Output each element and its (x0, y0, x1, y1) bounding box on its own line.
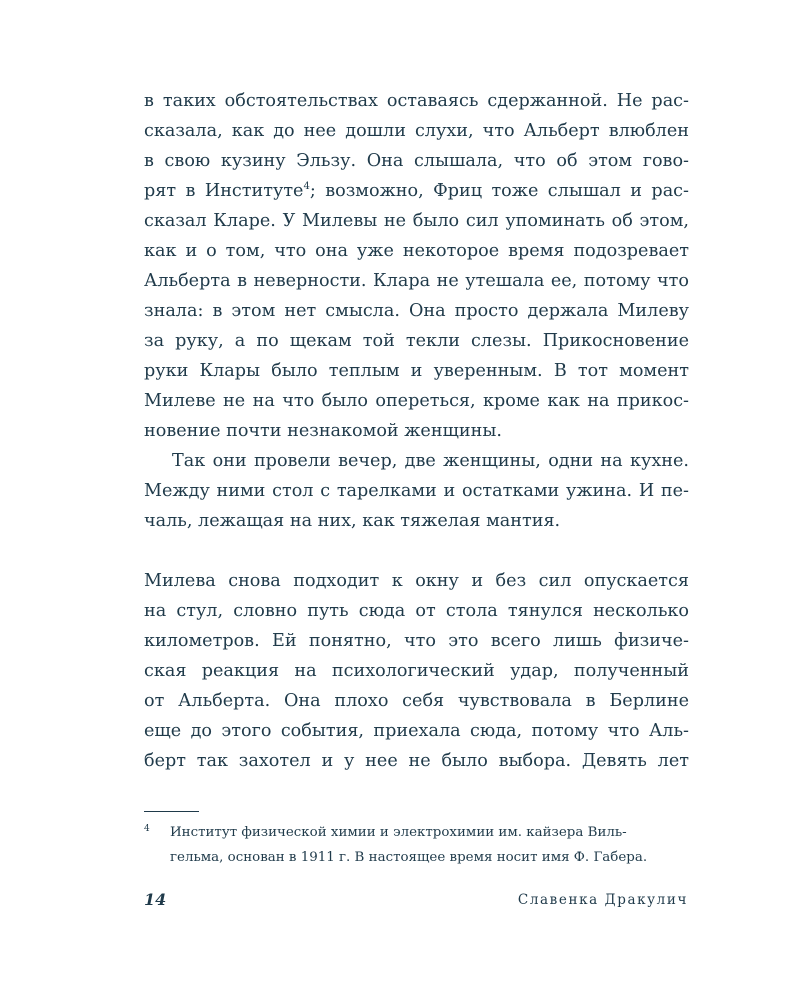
text-line: Милева снова подходит к окну и без сил опускается (144, 571, 689, 591)
footnote-number: 4 (144, 824, 150, 834)
footnote-rule (144, 811, 199, 812)
footnote-line (144, 820, 689, 845)
text-segment: рят в Институте (144, 181, 304, 201)
text-line: на стул, словно путь сюда от стола тянулся несколько (144, 601, 689, 621)
text-line: Между ними стол с тарелками и остатками ужина. И пе- (144, 481, 689, 501)
text-line: как и о том, что она уже некоторое время подозревает (144, 241, 689, 261)
text-line: чаль, лежащая на них, как тяжелая мантия. (144, 511, 561, 531)
page-number: 14 (144, 890, 167, 909)
text-line: в свою кузину Эльзу. Она слышала, что об этом гово- (144, 151, 689, 171)
text-line: Так они провели вечер, две женщины, одни на кухне. (172, 451, 689, 471)
running-head-author: Славенка Дракулич (517, 892, 688, 908)
footnote-text: гельма, основан в 1911 г. В настоящее время носит имя Ф. Габера. (170, 850, 648, 865)
text-line: сказала, как до нее дошли слухи, что Альберт влюблен (144, 121, 689, 141)
footnote-line (144, 845, 689, 870)
text-line: сказал Кларе. У Милевы не было сил упоминать об этом, (144, 211, 689, 231)
footnote-text: Институт физической химии и электрохимии им. кайзера Виль- (170, 825, 627, 840)
section-break (144, 536, 689, 566)
paragraph (144, 446, 689, 536)
paragraph (144, 86, 689, 446)
text-line: еще до этого события, приехала сюда, потому что Аль- (144, 721, 689, 741)
footnote-ref[interactable]: 4 (303, 181, 310, 193)
text-line: километров. Ей понятно, что это всего лишь физиче- (144, 631, 689, 651)
text-line: ская реакция на психологический удар, полученный (144, 661, 689, 681)
text-segment: ; возможно, Фриц тоже слышал и рас- (309, 181, 689, 201)
paragraph (144, 566, 689, 776)
text-line: новение почти незнакомой женщины. (144, 421, 502, 441)
text-line: руки Клары было теплым и уверенным. В тот момент (144, 361, 689, 381)
body-text (144, 86, 689, 776)
text-line: берт так захотел и у нее не было выбора. Девять лет (144, 751, 689, 771)
text-line: знала: в этом нет смысла. Она просто держала Милеву (144, 301, 689, 321)
text-line: от Альберта. Она плохо себя чувствовала в Берлине (144, 691, 689, 711)
text-line: Милеве не на что было опереться, кроме как на прикос- (144, 391, 689, 411)
text-line: Альберта в неверности. Клара не утешала ее, потому что (144, 271, 689, 291)
footnote (144, 820, 689, 870)
text-line: за руку, а по щекам той текли слезы. Прикосновение (144, 331, 689, 351)
text-line: в таких обстоятельствах оставаясь сдержанной. Не рас- (144, 91, 689, 111)
text-line (144, 176, 689, 206)
